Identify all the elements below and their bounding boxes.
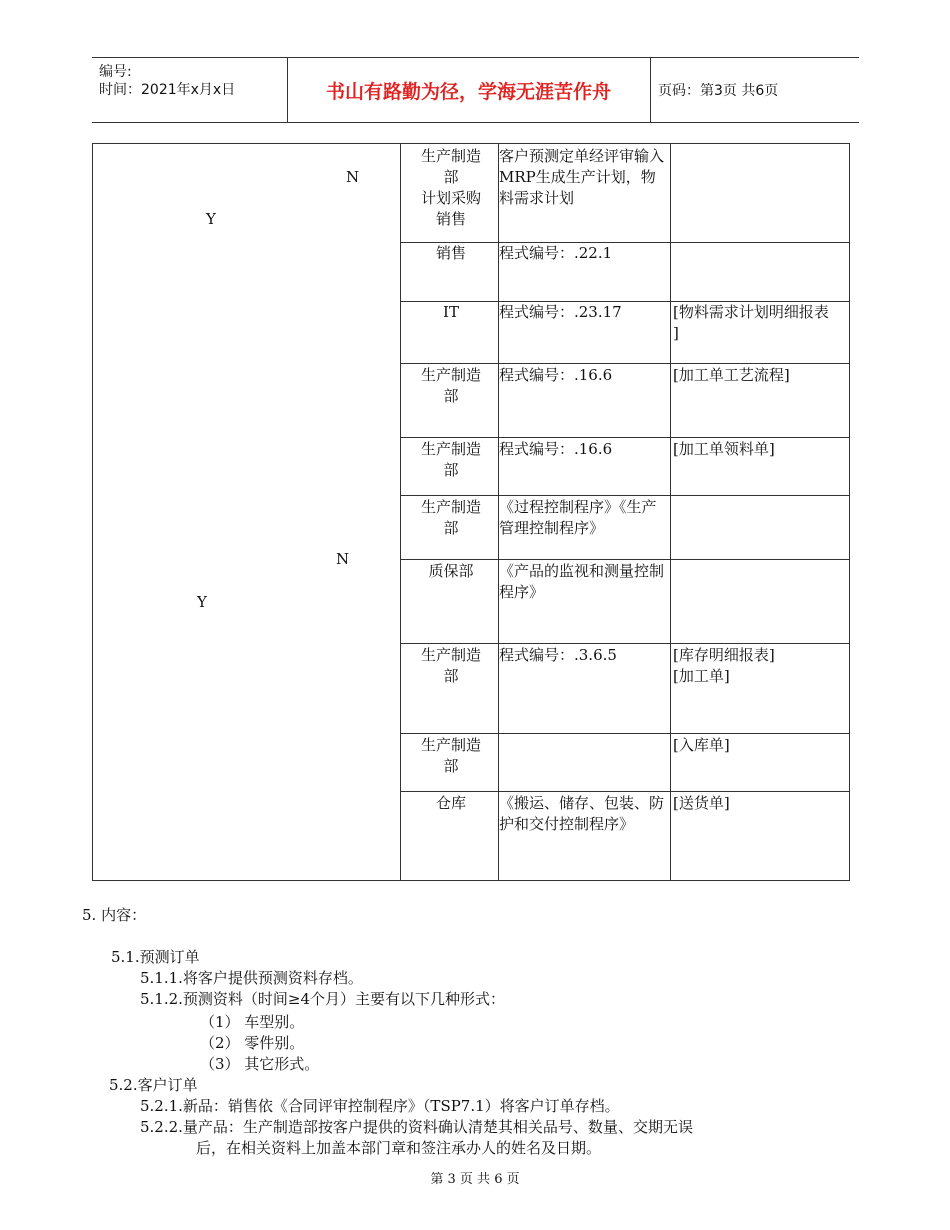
row-divider [400, 437, 849, 438]
reference-cell: 程式编号：.23.17 [499, 303, 622, 321]
dept-cell: 仓库 [435, 794, 466, 812]
row-divider [400, 495, 849, 496]
column-divider [670, 144, 671, 880]
dept-cell: 生产制造 部 [420, 498, 481, 537]
reference-cell: 《过程控制程序》《生产 管理控制程序》 [499, 498, 657, 537]
dept-cell: 生产制造 部 [420, 440, 481, 479]
dept-cell: 质保部 [428, 562, 474, 580]
dept-cell: 生产制造 部 计划采购 销售 [420, 147, 481, 228]
section-heading: 5. 内容： [82, 906, 147, 924]
page-footer: 第 3 页 共 6 页 [430, 1172, 520, 1187]
document-number-label: 编号: [99, 64, 132, 80]
reference-cell: 程式编号：.3.6.5 [499, 646, 617, 664]
header-page-number: 页码：第3页 共6页 [658, 83, 779, 99]
subsection-heading: 5.1.预测订单 [111, 948, 200, 966]
list-item: （2） 零件别。 [200, 1034, 305, 1052]
dept-cell: IT [443, 303, 459, 321]
record-cell: [物料需求计划明细报表 ] [673, 303, 829, 342]
record-cell: [入库单] [673, 736, 730, 754]
reference-cell: 程式编号：.16.6 [499, 366, 613, 384]
row-divider [400, 559, 849, 560]
record-cell: [加工单领料单] [673, 440, 775, 458]
reference-cell: 《搬运、储存、包装、防 护和交付控制程序》 [499, 794, 665, 833]
decision-yes-mark: Y [206, 210, 216, 228]
dept-cell: 生产制造 部 [420, 366, 481, 405]
reference-cell: 客户预测定单经评审输入 MRP生成生产计划，物 料需求计划 [499, 147, 665, 207]
column-divider [400, 144, 401, 880]
record-cell: [送货单] [673, 794, 730, 812]
clause-text: 后，在相关资料上加盖本部门章和签注承办人的姓名及日期。 [196, 1139, 602, 1157]
row-divider [400, 643, 849, 644]
clause-text: 5.1.2.预测资料（时间≥4个月）主要有以下几种形式： [140, 990, 506, 1008]
header-motto: 书山有路勤为径，学海无涯苦作舟 [287, 58, 651, 122]
dept-cell: 生产制造 部 [420, 736, 481, 775]
row-divider [400, 733, 849, 734]
clause-text: 5.2.1.新品：销售依《合同评审控制程序》（TSP7.1）将客户订单存档。 [140, 1097, 620, 1115]
decision-no-mark: N [346, 168, 360, 186]
list-item: （3） 其它形式。 [200, 1055, 320, 1073]
list-item: （1） 车型别。 [200, 1013, 305, 1031]
row-divider [400, 363, 849, 364]
row-divider [400, 791, 849, 792]
dept-cell: 销售 [435, 244, 466, 262]
decision-yes-mark: Y [197, 593, 207, 611]
subsection-heading: 5.2.客户订单 [109, 1076, 198, 1094]
decision-no-mark: N [336, 550, 350, 568]
record-cell: [加工单工艺流程] [673, 366, 790, 384]
document-time-label: 时间：2021年x月x日 [99, 82, 236, 98]
reference-cell: 程式编号：.22.1 [499, 244, 613, 262]
reference-cell: 《产品的监视和测量控制 程序》 [499, 562, 665, 601]
dept-cell: 生产制造 部 [420, 646, 481, 685]
page-header [92, 57, 859, 123]
record-cell: [库存明细报表] [加工单] [673, 646, 775, 685]
clause-text: 5.1.1.将客户提供预测资料存档。 [140, 969, 363, 987]
header-meta [92, 58, 288, 122]
clause-text: 5.2.2.量产品：生产制造部按客户提供的资料确认清楚其相关品号、数量、交期无误 [140, 1118, 693, 1136]
reference-cell: 程式编号：.16.6 [499, 440, 613, 458]
